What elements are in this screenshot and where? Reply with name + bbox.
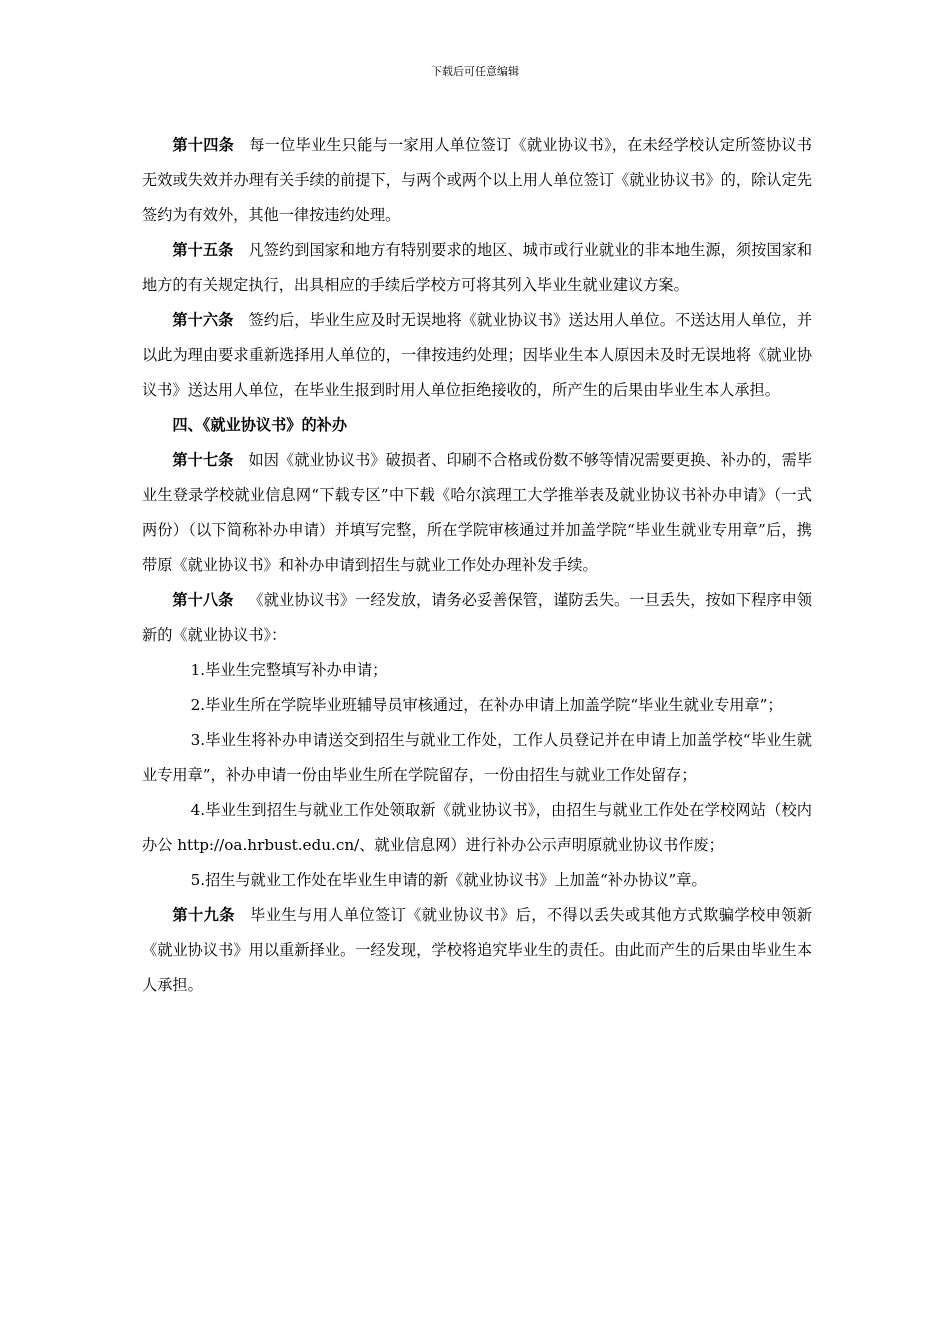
article-16 [142, 303, 812, 408]
article-18 [142, 583, 812, 653]
article-label: 第十五条 [172, 241, 234, 259]
step-item: 2.毕业生所在学院毕业班辅导员审核通过，在补办申请上加盖学院“毕业生就业专用章”； [190, 696, 783, 714]
article-text: 毕业生与用人单位签订《就业协议书》后，不得以丢失或其他方式欺骗学校申领新《就业协议书》用以重新择业。一经发现，学校将追究毕业生的责任。由此而产生的后果由毕业生本人承担。 [142, 906, 813, 994]
article-label: 第十六条 [172, 311, 234, 329]
article-14 [142, 128, 812, 233]
article-text: 每一位毕业生只能与一家用人单位签订《就业协议书》，在未经学校认定所签协议书无效或失效并办理有关手续的前提下，与两个或两个以上用人单位签订《就业协议书》的，除认定先签约为有效外，其他一律按违约处理。 [142, 136, 812, 224]
article-17 [142, 443, 812, 583]
article-text: 凡签约到国家和地方有特别要求的地区、城市或行业就业的非本地生源，须按国家和地方的有关规定执行，出具相应的手续后学校方可将其列入毕业生就业建议方案。 [142, 241, 813, 294]
article-text: 签约后，毕业生应及时无误地将《就业协议书》送达用人单位。不送达用人单位，并以此为理由要求重新选择用人单位的，一律按违约处理；因毕业生本人原因未及时无误地将《就业协议书》送达用人单位，在毕业生报到时用人单位拒绝接收的，所产生的后果由毕业生本人承担。 [142, 311, 813, 399]
document-body [142, 128, 812, 1003]
article-label: 第十八条 [172, 591, 234, 609]
page-header: 下载后可任意编辑 [431, 65, 519, 78]
section-heading: 四、《就业协议书》的补办 [172, 416, 348, 434]
article-label: 第十七条 [172, 451, 234, 469]
article-text: 《就业协议书》一经发放，请务必妥善保管，谨防丢失。一旦丢失，按如下程序申领新的《就业协议书》： [142, 591, 813, 644]
step-item: 1.毕业生完整填写补办申请； [190, 661, 388, 679]
step-item: 5.招生与就业工作处在毕业生申请的新《就业协议书》上加盖“补办协议”章。 [190, 871, 707, 889]
article-label: 第十九条 [172, 906, 235, 924]
article-19 [142, 898, 812, 1003]
article-text: 如因《就业协议书》破损者、印刷不合格或份数不够等情况需要更换、补办的，需毕业生登录学校就业信息网“下载专区”中下载《哈尔滨理工大学推举表及就业协议书补办申请》（一式两份）（以下简称补办申请）并填写完整，所在学院审核通过并加盖学院“毕业生就业专用章”后，携带原《就业协议书》和补办申请到招生与就业工作处办理补发手续。 [142, 451, 813, 574]
step-item: 3.毕业生将补办申请送交到招生与就业工作处，工作人员登记并在申请上加盖学校“毕业生就业专用章”，补办申请一份由毕业生所在学院留存，一份由招生与就业工作处留存； [142, 731, 812, 784]
article-label: 第十四条 [172, 136, 235, 154]
step-item: 4.毕业生到招生与就业工作处领取新《就业协议书》，由招生与就业工作处在学校网站（校内办公 http://oa.hrbust.edu.cn/、就业信息网）进行补办公示声明原就业协议书作废； [142, 801, 812, 854]
article-15 [142, 233, 812, 303]
